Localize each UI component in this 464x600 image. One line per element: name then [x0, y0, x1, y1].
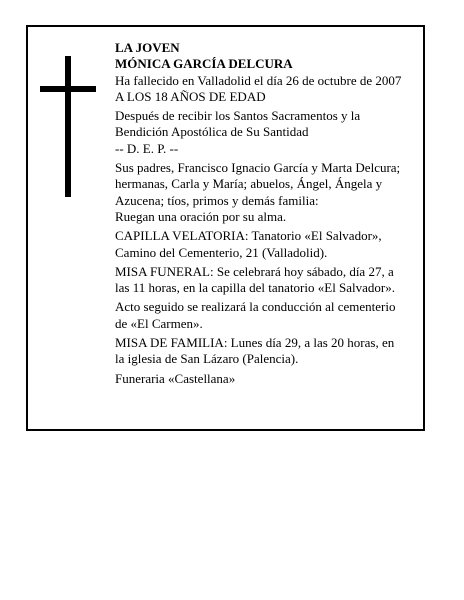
family-line-3: Azucena; tíos, primos y demás familia:: [115, 192, 319, 208]
cross-horizontal-bar: [40, 86, 96, 92]
family-line-2: hermanas, Carla y María; abuelos, Ángel, Ángela y: [115, 176, 383, 192]
cross-icon: [40, 56, 96, 197]
family-mass-line-2: la iglesia de San Lázaro (Palencia).: [115, 351, 299, 367]
sacraments-line-2: Bendición Apostólica de Su Santidad: [115, 124, 309, 140]
cross-vertical-bar: [65, 56, 71, 197]
conduction-line-2: de «El Carmen».: [115, 315, 203, 331]
sacraments-line-1: Después de recibir los Santos Sacramentos y la: [115, 108, 361, 124]
chapel-line-2: Camino del Cementerio, 21 (Valladolid).: [115, 244, 328, 260]
chapel-line-1: CAPILLA VELATORIA: Tanatorio «El Salvador»,: [115, 228, 382, 244]
notice-text: [115, 40, 415, 387]
deceased-name: MÓNICA GARCÍA DELCURA: [115, 56, 293, 72]
rip-line: -- D. E. P. --: [115, 140, 179, 156]
death-statement: Ha fallecido en Valladolid el día 26 de octubre de 2007: [115, 72, 402, 88]
family-mass-line-1: MISA DE FAMILIA: Lunes día 29, a las 20 horas, en: [115, 335, 395, 351]
funeral-mass-line-2: las 11 horas, en la capilla del tanatorio «El Salvador».: [115, 280, 396, 296]
notice-heading: LA JOVEN: [115, 40, 180, 55]
conduction-line-1: Acto seguido se realizará la conducción al cementerio: [115, 299, 396, 315]
obituary-notice: [26, 25, 425, 431]
prayer-line: Ruegan una oración por su alma.: [115, 208, 287, 224]
family-line-1: Sus padres, Francisco Ignacio García y Marta Delcura;: [115, 160, 401, 176]
funeral-home: Funeraria «Castellana»: [115, 370, 236, 386]
funeral-mass-line-1: MISA FUNERAL: Se celebrará hoy sábado, día 27, a: [115, 263, 394, 279]
age-statement: A LOS 18 AÑOS DE EDAD: [115, 88, 266, 104]
